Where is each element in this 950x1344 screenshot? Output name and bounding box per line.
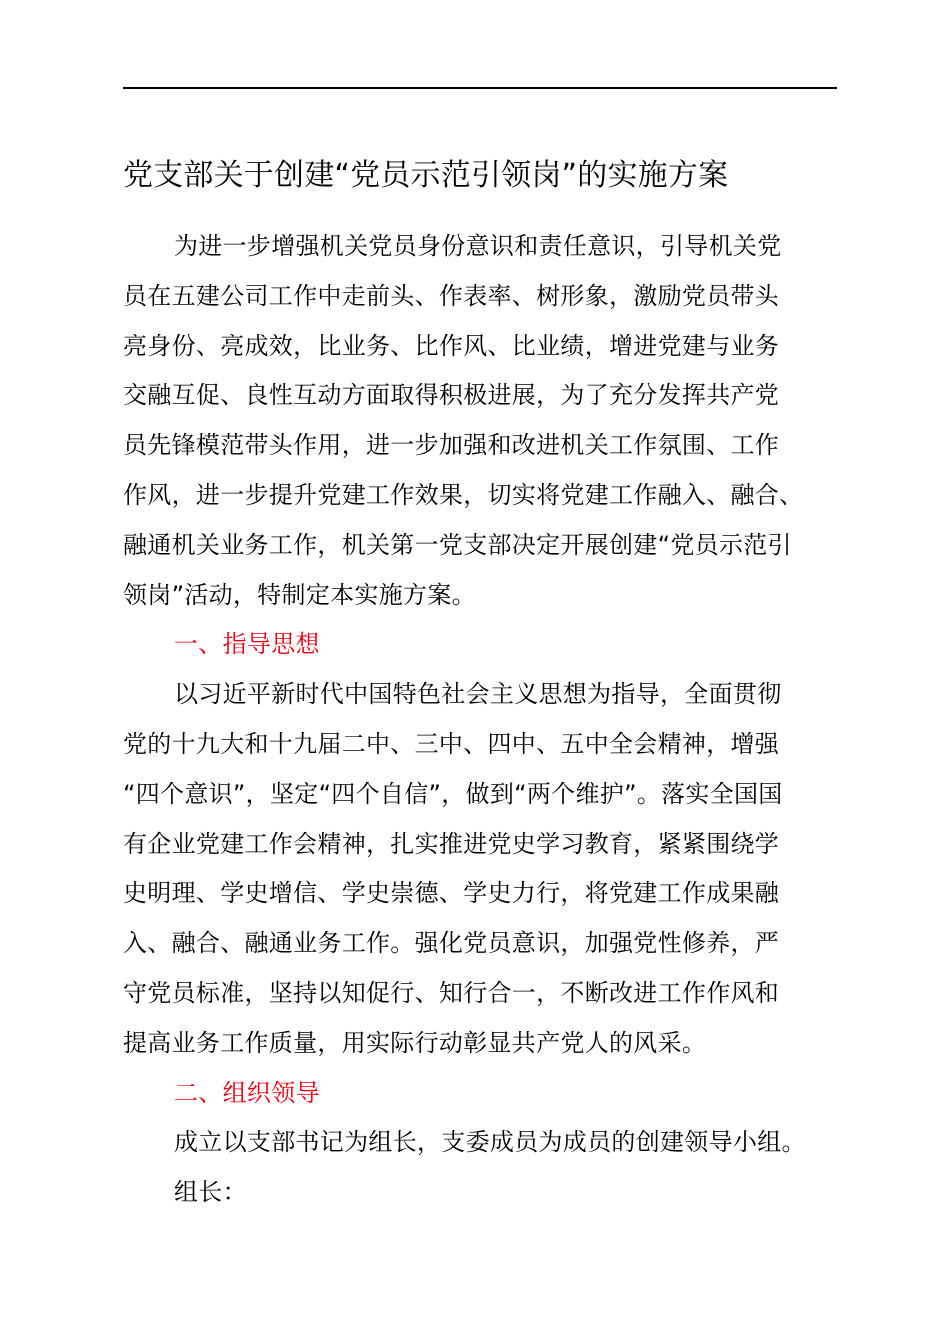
body-text-line: 组长：: [174, 1178, 247, 1207]
body-text-line: 有企业党建工作会精神，扎实推进党史学习教育，紧紧围绕学: [123, 829, 780, 858]
body-text-line: 交融互促、良性互动方面取得积极进展，为了充分发挥共产党: [123, 381, 780, 410]
body-text-line: 入、融合、融通业务工作。强化党员意识，加强党性修养，严: [123, 929, 780, 958]
body-text-line: 员先锋模范带头作用，进一步加强和改进机关工作氛围、工作: [123, 431, 780, 460]
body-text-line: 提高业务工作质量，用实际行动彰显共产党人的风采。: [123, 1028, 707, 1057]
header-rule: [123, 87, 837, 89]
body-text-line: 作风，进一步提升党建工作效果，切实将党建工作融入、融合、: [123, 480, 804, 509]
body-text-line: 亮身份、亮成效，比业务、比作风、比业绩，增进党建与业务: [123, 331, 780, 360]
body-text-line: 以习近平新时代中国特色社会主义思想为指导，全面贯彻: [174, 680, 782, 709]
body-text-line: 党的十九大和十九届二中、三中、四中、五中全会精神，增强: [123, 729, 780, 758]
body-text-line: 领岗”活动，特制定本实施方案。: [123, 580, 476, 609]
document-title: 党支部关于创建“党员示范引领岗”的实施方案: [123, 158, 729, 193]
body-text-line: 成立以支部书记为组长，支委成员为成员的创建领导小组。: [174, 1128, 806, 1157]
body-text-line: 融通机关业务工作，机关第一党支部决定开展创建“党员示范引: [123, 530, 792, 559]
body-text-line: 守党员标准，坚持以知促行、知行合一，不断改进工作作风和: [123, 978, 780, 1007]
body-text-line: 员在五建公司工作中走前头、作表率、树形象，激励党员带头: [123, 281, 780, 310]
body-text-line: “四个意识”，坚定“四个自信”，做到“两个维护”。落实全国国: [123, 779, 783, 808]
section-heading: 二、组织领导: [174, 1078, 320, 1107]
body-text-line: 为进一步增强机关党员身份意识和责任意识，引导机关党: [174, 232, 782, 260]
section-heading: 一、指导思想: [174, 630, 320, 659]
document-body: [123, 222, 843, 1218]
body-text-line: 史明理、学史增信、学史崇德、学史力行，将党建工作成果融: [123, 879, 780, 908]
